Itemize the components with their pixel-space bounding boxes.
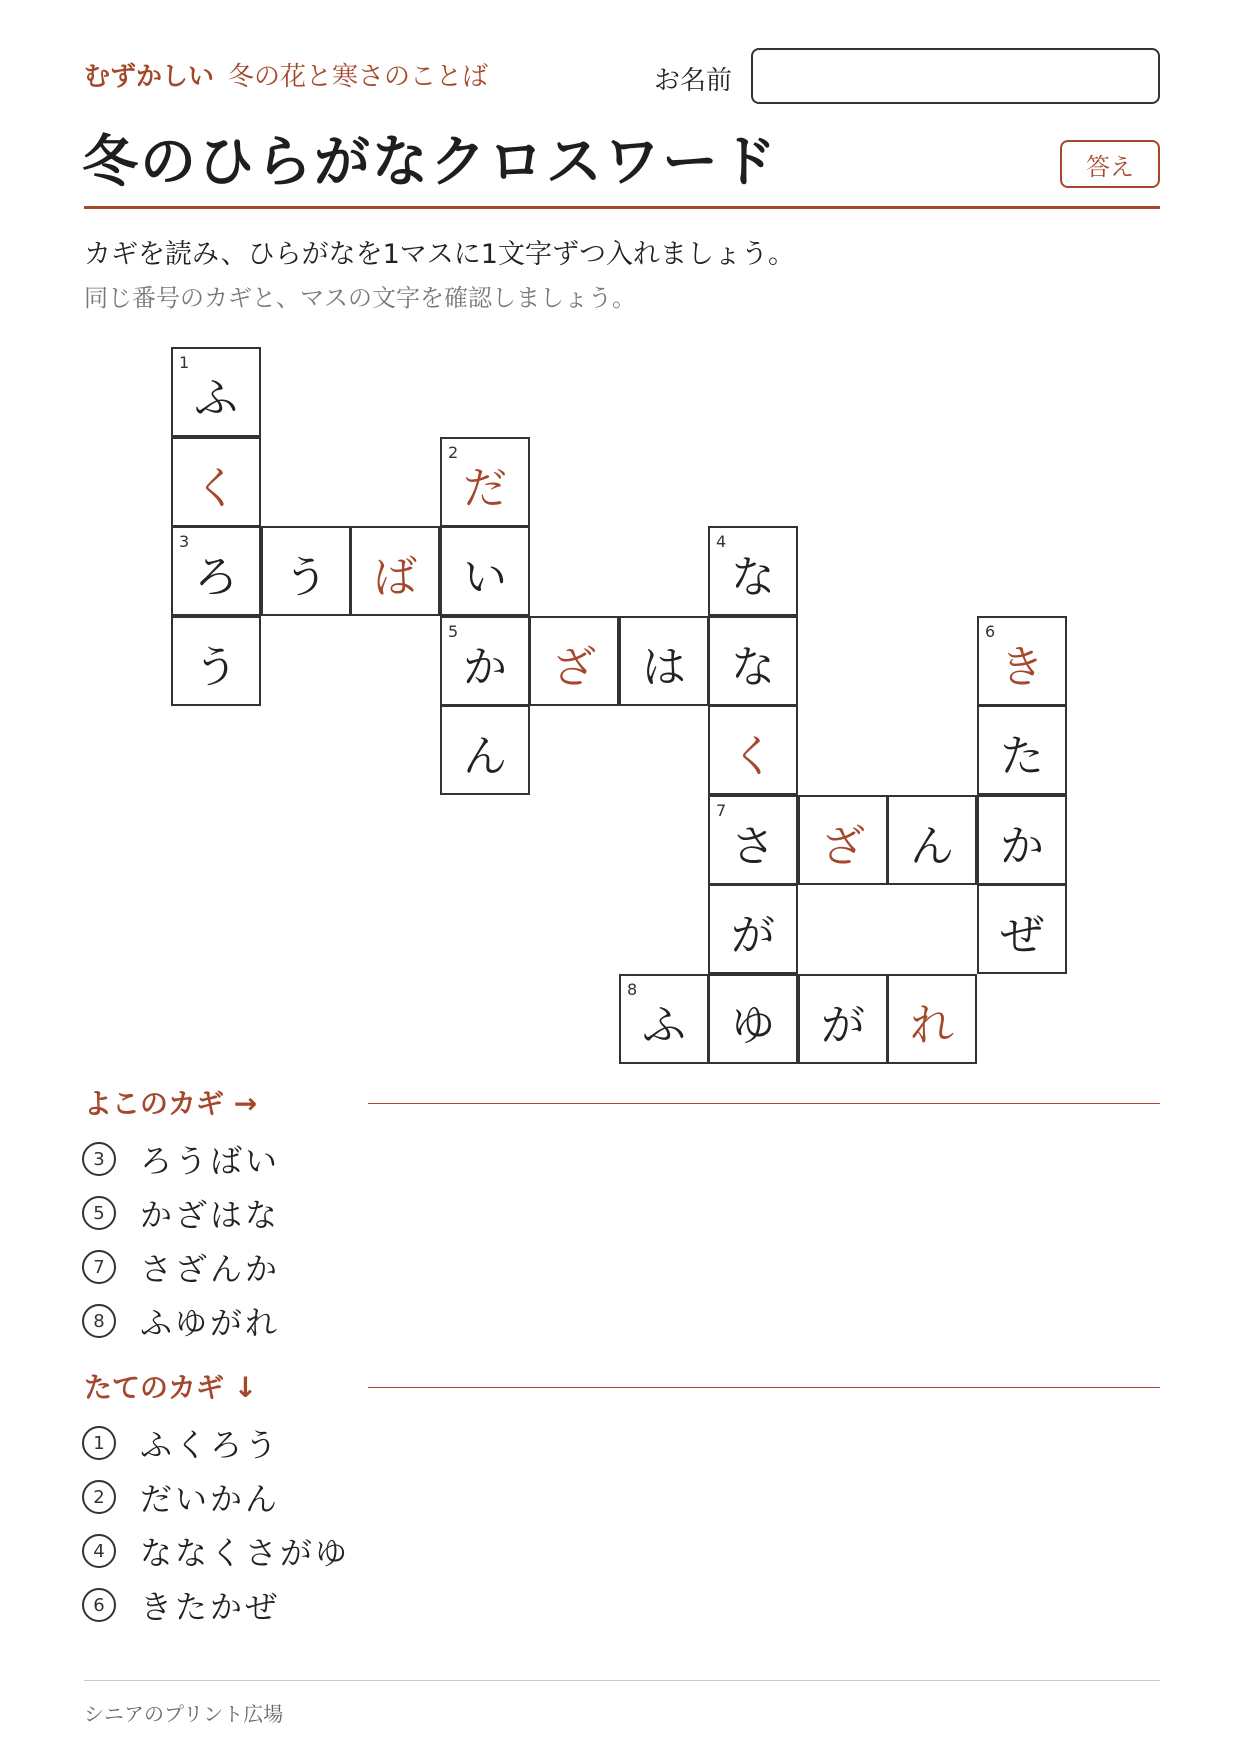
- cell-character: な: [731, 552, 775, 603]
- clue-text: さざんか: [140, 1250, 281, 1288]
- crossword-cell[interactable]: [171, 347, 261, 437]
- clue-number: 1: [82, 1426, 116, 1460]
- answer-button[interactable]: 答え: [1060, 140, 1160, 188]
- clue-text: きたかぜ: [140, 1588, 281, 1626]
- cell-number: 1: [179, 353, 190, 372]
- crossword-cell[interactable]: [171, 437, 261, 527]
- crossword-cell[interactable]: [261, 526, 351, 616]
- crossword-cell[interactable]: [529, 616, 619, 706]
- cell-character: な: [731, 642, 775, 693]
- cell-character: ふ: [194, 373, 238, 424]
- crossword-cell[interactable]: [708, 526, 798, 616]
- clue-number: 3: [82, 1142, 116, 1176]
- clue-text: ふくろう: [140, 1426, 281, 1464]
- footer-divider: [84, 1680, 1160, 1681]
- crossword-cell[interactable]: [440, 437, 530, 527]
- name-field[interactable]: [751, 48, 1160, 104]
- clue-number: 5: [82, 1196, 116, 1230]
- crossword-cell[interactable]: [977, 616, 1067, 706]
- footer-text: シニアのプリント広場: [84, 1702, 284, 1726]
- crossword-cell[interactable]: [977, 705, 1067, 795]
- cell-character: は: [642, 642, 686, 693]
- cell-character: ん: [910, 821, 954, 872]
- crossword-cell[interactable]: [798, 974, 888, 1064]
- cell-number: 3: [179, 532, 190, 551]
- clue-number: 6: [82, 1588, 116, 1622]
- crossword-cell[interactable]: [708, 705, 798, 795]
- crossword-cell[interactable]: [619, 616, 709, 706]
- cell-character: れ: [910, 1000, 954, 1051]
- cell-number: 8: [627, 980, 638, 999]
- cell-character: ざ: [821, 821, 865, 872]
- crossword-cell[interactable]: [708, 884, 798, 974]
- crossword-cell[interactable]: [440, 616, 530, 706]
- crossword-cell[interactable]: [798, 795, 888, 885]
- clue-item: [82, 1580, 350, 1630]
- cell-character: ん: [463, 731, 507, 782]
- cell-character: ふ: [642, 1000, 686, 1051]
- cell-character: ゆ: [731, 1000, 775, 1051]
- cell-character: う: [284, 552, 328, 603]
- instruction-main: カギを読み、ひらがなを1マスに1文字ずつ入れましょう。: [84, 239, 795, 270]
- clue-number: 4: [82, 1534, 116, 1568]
- page-title: 冬のひらがなクロスワード: [82, 130, 778, 195]
- crossword-cell[interactable]: [887, 795, 977, 885]
- crossword-cell[interactable]: [350, 526, 440, 616]
- down-divider: [368, 1387, 1160, 1388]
- cell-character: い: [463, 552, 507, 603]
- cell-character: く: [194, 463, 238, 514]
- cell-character: だ: [463, 463, 507, 514]
- crossword-cell[interactable]: [708, 974, 798, 1064]
- cell-character: が: [821, 1000, 865, 1051]
- clue-text: かざはな: [140, 1196, 281, 1234]
- cell-character: さ: [731, 821, 775, 872]
- crossword-cell[interactable]: [977, 795, 1067, 885]
- cell-character: ろ: [194, 552, 238, 603]
- cell-character: ざ: [552, 642, 596, 693]
- crossword-cell[interactable]: [171, 616, 261, 706]
- crossword-cell[interactable]: [619, 974, 709, 1064]
- cell-character: き: [1000, 642, 1044, 693]
- clue-text: だいかん: [140, 1480, 281, 1518]
- crossword-cell[interactable]: [440, 526, 530, 616]
- title-divider: [84, 206, 1160, 209]
- cell-character: ば: [373, 552, 417, 603]
- cell-number: 7: [716, 801, 727, 820]
- clue-item: [82, 1188, 280, 1238]
- cell-character: が: [731, 910, 775, 961]
- crossword-cell[interactable]: [440, 705, 530, 795]
- clue-item: [82, 1296, 280, 1346]
- cell-number: 4: [716, 532, 727, 551]
- clue-item: [82, 1472, 350, 1522]
- clue-item: [82, 1418, 350, 1468]
- clue-text: ふゆがれ: [140, 1304, 281, 1342]
- clue-number: 2: [82, 1480, 116, 1514]
- name-label: お名前: [654, 66, 733, 96]
- clue-number: 7: [82, 1250, 116, 1284]
- cell-character: か: [1000, 821, 1044, 872]
- crossword-cell[interactable]: [977, 884, 1067, 974]
- crossword-cell[interactable]: [708, 616, 798, 706]
- cell-number: 2: [448, 443, 459, 462]
- worksheet-subtitle: [84, 56, 488, 93]
- crossword-cell[interactable]: [171, 526, 261, 616]
- clue-text: ななくさがゆ: [140, 1534, 351, 1572]
- clue-item: [82, 1134, 280, 1184]
- cell-number: 5: [448, 622, 459, 641]
- difficulty-label: むずかしい: [84, 62, 215, 92]
- cell-character: た: [1000, 731, 1044, 782]
- down-heading: たてのカギ ↓: [84, 1371, 258, 1404]
- cell-character: く: [731, 731, 775, 782]
- across-divider: [368, 1103, 1160, 1104]
- cell-character: か: [463, 642, 507, 693]
- crossword-cell[interactable]: [708, 795, 798, 885]
- clue-item: [82, 1526, 350, 1576]
- cell-character: う: [194, 642, 238, 693]
- across-heading: よこのカギ →: [84, 1087, 258, 1120]
- cell-character: ぜ: [1000, 910, 1044, 961]
- clue-item: [82, 1242, 280, 1292]
- clue-text: ろうばい: [140, 1142, 281, 1180]
- across-clue-list: [82, 1134, 280, 1346]
- crossword-cell[interactable]: [887, 974, 977, 1064]
- down-clue-list: [82, 1418, 350, 1630]
- clue-number: 8: [82, 1304, 116, 1338]
- instruction-sub: 同じ番号のカギと、マスの文字を確認しましょう。: [84, 284, 636, 312]
- theme-label: 冬の花と寒さのことば: [228, 62, 489, 92]
- cell-number: 6: [985, 622, 996, 641]
